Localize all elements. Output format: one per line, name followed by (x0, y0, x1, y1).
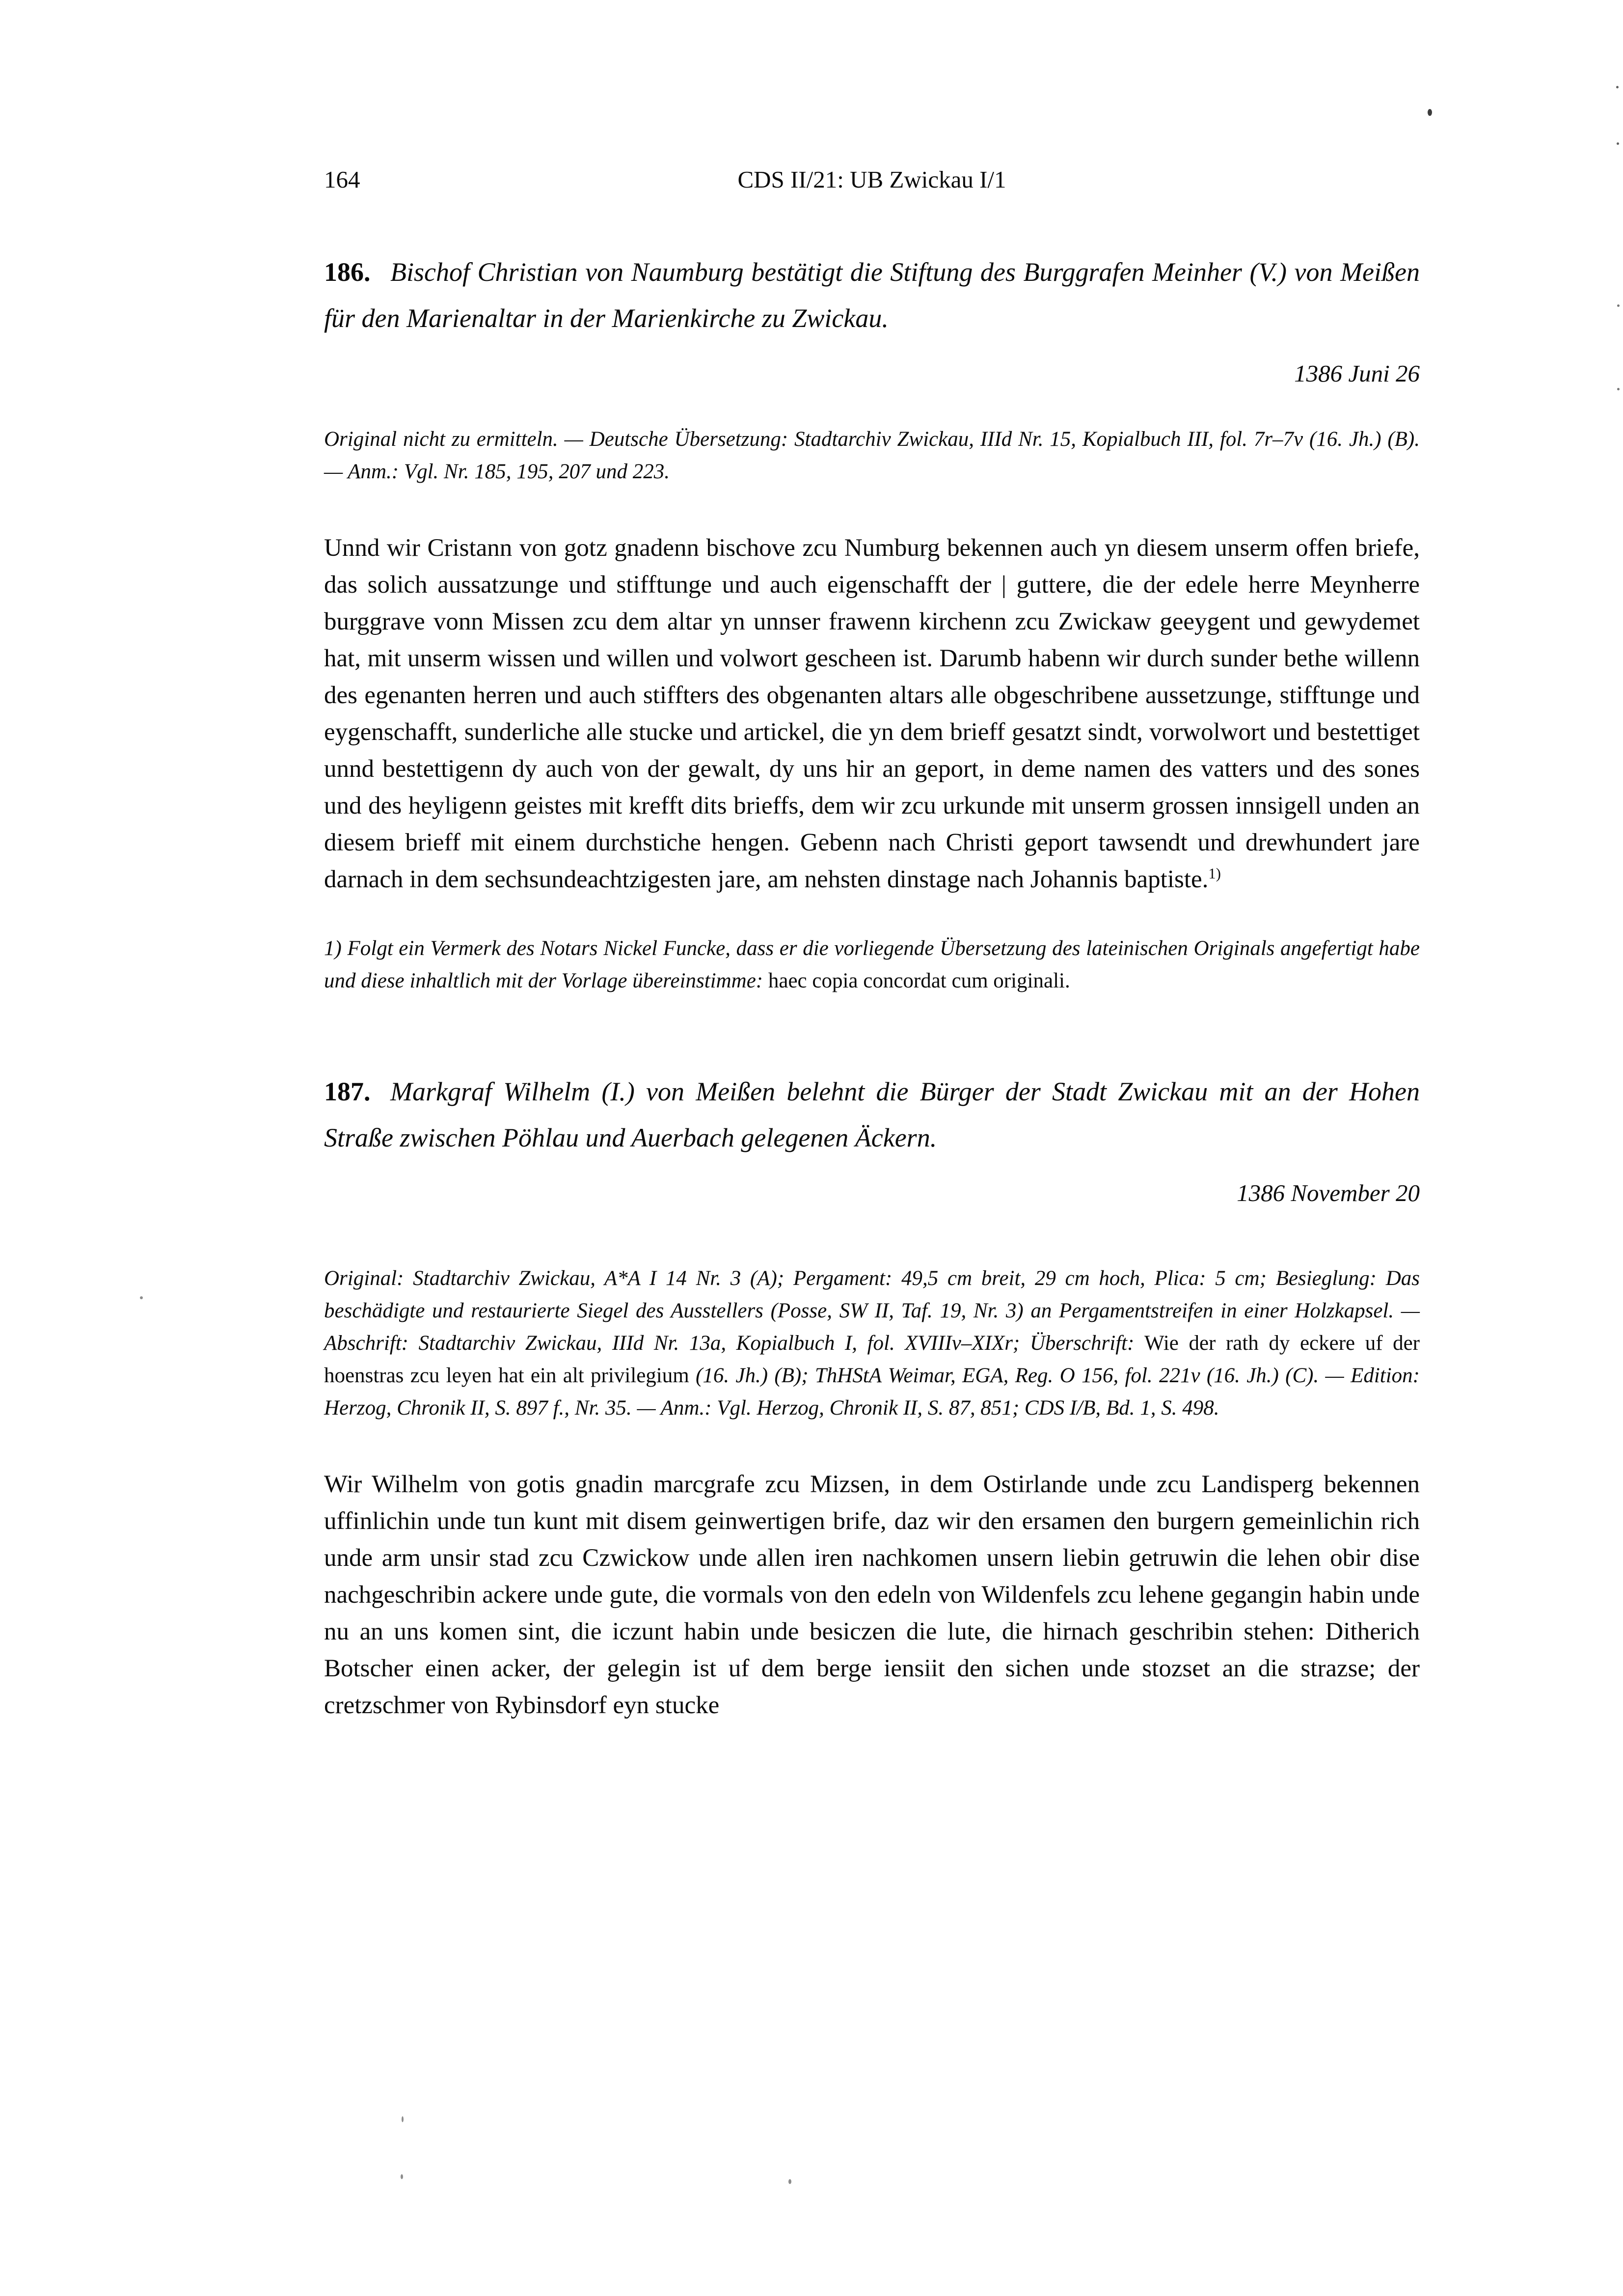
scan-speck (401, 2174, 403, 2179)
scan-speck (1617, 142, 1619, 145)
entry-186-heading (324, 249, 1420, 341)
scan-speck (788, 2179, 791, 2184)
footnote-1-roman-text: haec copia concordat cum originali. (768, 969, 1070, 992)
footnote-1-italic-text: 1) Folgt ein Vermerk des Notars Nickel Funcke, dass er die vorliegende Übersetzung des lateinischen Originals angefertigt habe und diese inhaltlich mit der Vorlage übereinstimme: (324, 937, 1420, 992)
entry-187-date: 1386 November 20 (1237, 1179, 1420, 1206)
entry-186-title: Bischof Christian von Naumburg bestätigt die Stiftung des Burggrafen Meinher (V.) von Meißen für den Marienaltar in der Marienkirche zu Zwickau. (324, 257, 1420, 333)
entry-187-heading (324, 1068, 1420, 1161)
entry-187-number: 187. (324, 1077, 371, 1106)
scan-speck (1617, 388, 1620, 390)
entry-187-body: Wir Wilhelm von gotis gnadin marcgrafe zcu Mizsen, in dem Ostirlande unde zcu Landisperg bekennen uffinlichin unde tun kunt mit disem geinwertigen brife, daz wir den ersamen den burgern gemeinlichin rich unde arm unsir stad zcu Czwickow unde allen iren nachkomen unsern liebin getruwin die lehen obir dise nachgeschribin ackere unde gute, die vormals von den edeln von Wildenfels zcu lehene gegangin habin unde nu an uns komen sint, die iczunt habin unde besiczen die lute, die hirnach geschribin stehen: Ditherich Botscher einen acker, der gelegin ist uf dem berge iensiit den sichen unde stozset an die strazse; der cretzschmer von Rybinsdorf eyn stucke (324, 1471, 1420, 1719)
entry-186-body-text: Unnd wir Cristann von gotz gnadenn bischove zcu Numburg bekennen auch yn diesem unserm offen briefe, das solich aussatzunge und stifftunge und auch eigenschafft der | guttere, die der edele herre Meynherre burggrave vonn Missen zcu dem altar yn unnser frawenn kirchenn zcu Zwickaw geeygent und gewydemet hat, mit unserm wissen und willen und volwort gescheen ist. Darumb habenn wir durch sunder bethe willenn des egenanten herren und auch stiffters des obgenanten altars alle obgeschribene aussetzunge, stifftunge und eygenschafft, sunderliche alle stucke und artickel, die yn dem brieff gesatzt sindt, vorwolwort und bestettiget unnd bestettigenn dy auch von der gewalt, dy uns hir an geport, in deme namen des vatters und des sones und des heyligenn geistes mit krefft dits brieffs, dem wir zcu urkunde mit unserm grossen innsigell unden an diesem brieff mit einem durchstiche hengen. Gebenn nach Christi geport tawsendt und drewhundert jare darnach in dem sechsundeachtzigesten jare, am nehsten dinstage nach Johannis baptiste. (324, 534, 1420, 893)
scan-speck (1616, 86, 1619, 88)
entry-186-date: 1386 Juni 26 (1294, 360, 1420, 387)
text-column (324, 0, 1420, 1749)
running-title: CDS II/21: UB Zwickau I/1 (737, 166, 1006, 193)
entry-187-source-note (324, 1262, 1420, 1424)
entry-187-source-segment-2: Wie der rath dy eckere uf der hoenstras zcu leyen hat ein alt privilegium (324, 1332, 1420, 1387)
page-number: 164 (324, 166, 360, 193)
scan-speck (402, 2116, 404, 2122)
entry-186-source-note: Original nicht zu ermitteln. — Deutsche Übersetzung: Stadtarchiv Zwickau, IIId Nr. 15, Kopialbuch III, fol. 7r–7v (16. Jh.) (B). — Anm.: Vgl. Nr. 185, 195, 207 und 223. (324, 428, 1420, 483)
entry-186-number: 186. (324, 257, 371, 287)
scan-speck (1617, 304, 1620, 307)
entry-187-title: Markgraf Wilhelm (I.) von Meißen belehnt die Bürger der Stadt Zwickau mit an der Hohen Straße zwischen Pöhlau und Auerbach gelegenen Äckern. (324, 1077, 1420, 1152)
entry-187-source-segment-1: Original: Stadtarchiv Zwickau, A*A I 14 Nr. 3 (A); Pergament: 49,5 cm breit, 29 cm hoch, Plica: 5 cm; Besieglung: Das beschädigte und restaurierte Siegel des Ausstellers (Posse, SW II, Taf. 19, Nr. 3) an Pergamentstreifen in einer Holzkapsel. — Abschrift: Stadtarchiv Zwickau, IIId Nr. 13a, Kopialbuch I, fol. XVIIIv–XIXr; Überschrift: (324, 1267, 1420, 1355)
footnote-1 (324, 932, 1420, 997)
running-header (324, 164, 1420, 195)
entry-187-source-segment-3: (16. Jh.) (B); ThHStA Weimar, EGA, Reg. O 156, fol. 221v (16. Jh.) (C). — Edition: Herzog, Chronik II, S. 897 f., Nr. 35. — Anm.: Vgl. Herzog, Chronik II, S. 87, 851; CDS I/B, Bd. 1, S. 498. (324, 1364, 1420, 1420)
scan-speck (140, 1296, 143, 1299)
scan-speck (1428, 109, 1432, 116)
entry-186-body (324, 530, 1420, 898)
footnote-1-reference: 1) (1208, 865, 1221, 882)
